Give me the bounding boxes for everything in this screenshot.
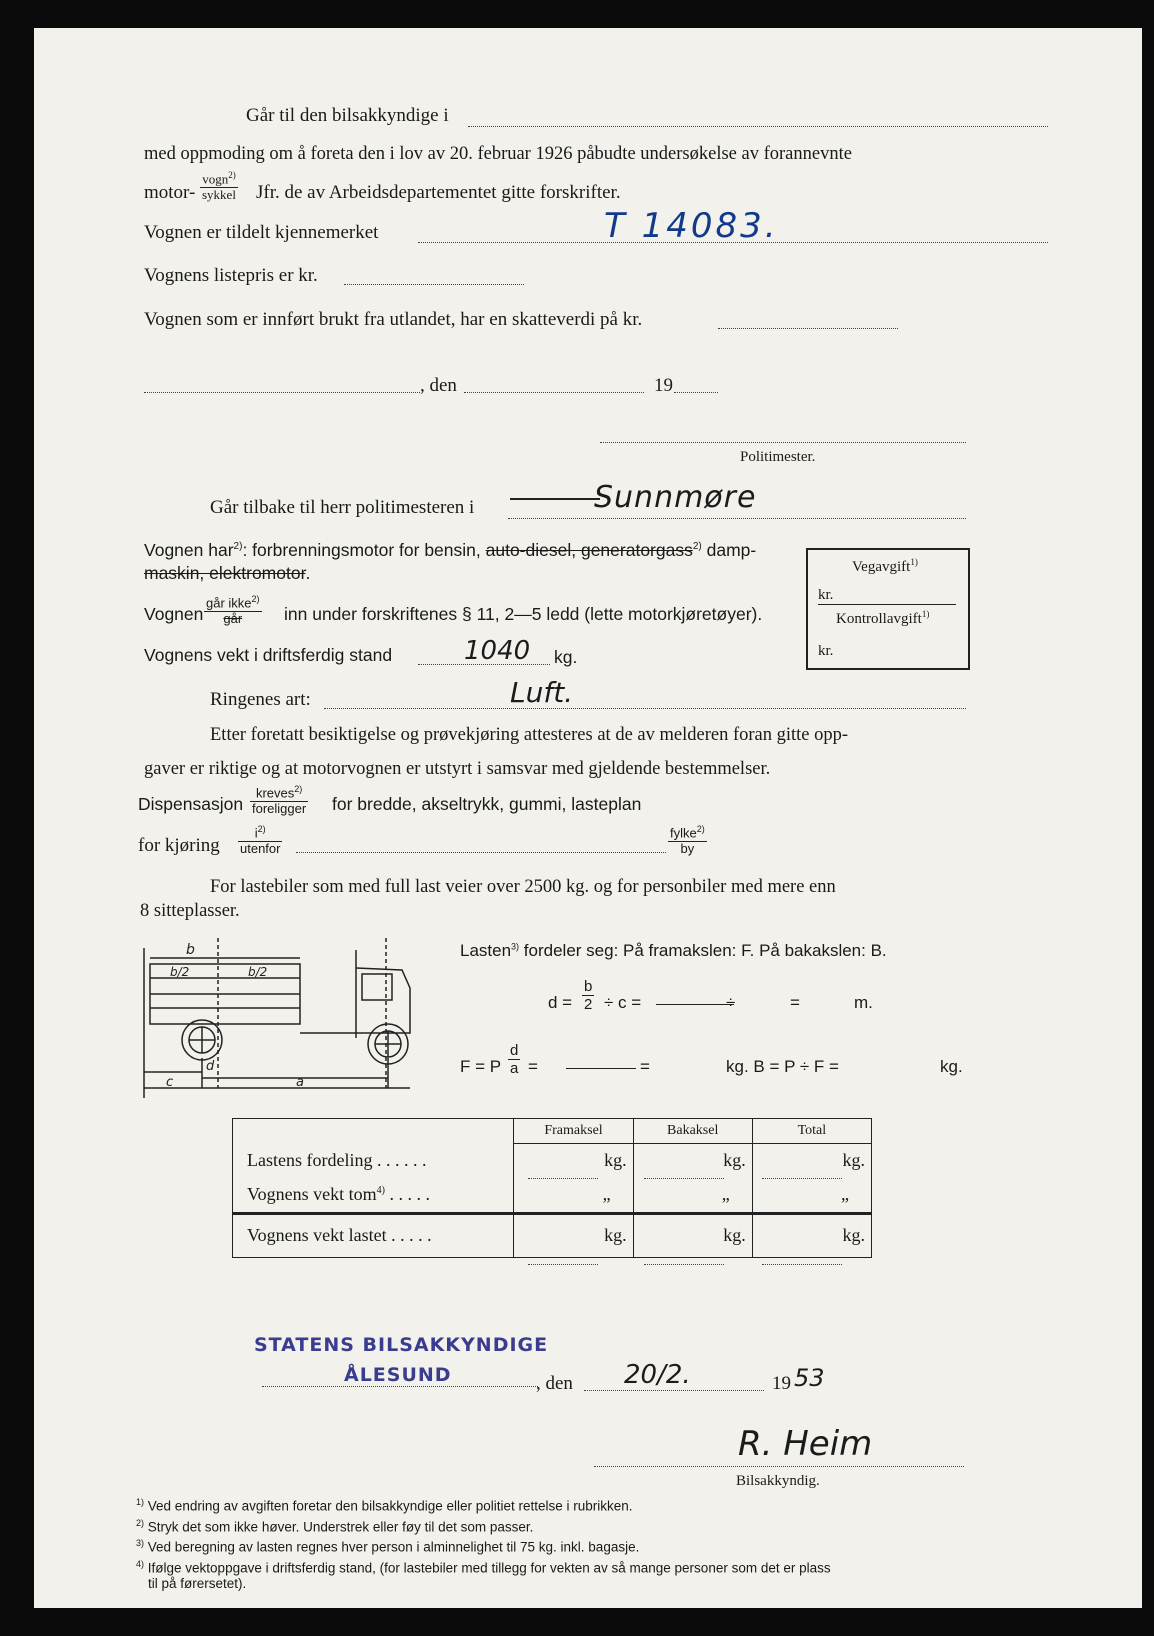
form-page (34, 28, 1142, 1608)
den-label-2: , den (536, 1373, 573, 1394)
footnotes (136, 1494, 1036, 1592)
list-price-field[interactable] (344, 284, 524, 285)
cell-unit[interactable]: „ (752, 1178, 871, 1214)
diagram-label-c: c (166, 1075, 174, 1090)
header-line-2: med oppmoding om å foreta den i lov av 20. februar 1926 påbudte undersøkelse av forannevnte (144, 144, 852, 164)
cell-line (528, 1264, 598, 1265)
disp-rest: for bredde, akseltrykk, gummi, lasteplan (332, 794, 642, 814)
forskrift-text: inn under forskriftenes § 11, 2—5 ledd (lette motorkjøretøyer). (284, 604, 763, 624)
registration-label: Vognen er tildelt kjennemerket (144, 222, 379, 243)
cell-line (762, 1264, 842, 1265)
engine-line-2: maskin, elektromotor. (144, 563, 311, 583)
f-eq-2: = (640, 1057, 650, 1076)
header-bakaksel: Bakaksel (633, 1119, 752, 1144)
kontrollavgift-kr: kr. (818, 643, 834, 659)
diagram-label-b2b: b/2 (248, 965, 268, 979)
cell-unit[interactable]: „ (633, 1178, 752, 1214)
gar-ikke-fraction: går ikke$^{2)}$ går (206, 594, 260, 627)
load-distribution-table (232, 1118, 872, 1258)
footnote-item: $^{2)}$ Stryk det som ikke høver. Understrek eller føy til det som passer. (136, 1517, 534, 1534)
place-field-2[interactable] (262, 1386, 538, 1387)
footnote-item: $^{3)}$ Ved beregning av lasten regnes hver person i alminnelighet til 75 kg. inkl. bagasje. (136, 1538, 640, 1555)
weight-unit: kg. (554, 647, 578, 667)
header-framaksel: Framaksel (514, 1119, 633, 1144)
lastebil-line-2: 8 sitteplasser. (140, 901, 240, 921)
cell-line (644, 1264, 724, 1265)
i-utenfor-fraction: $i^{2)}$ utenfor (240, 824, 281, 857)
cell-unit[interactable]: „ (514, 1178, 633, 1214)
place-field[interactable] (144, 392, 420, 393)
bilsakkyndig-signature-field[interactable] (594, 1466, 964, 1467)
year-field-1[interactable] (674, 392, 718, 393)
table-row (233, 1143, 872, 1178)
year-handwritten: 53 (794, 1364, 825, 1392)
header-line-3: Jfr. de av Arbeidsdepartementet gitte forskrifter. (256, 182, 621, 203)
district-field[interactable] (508, 518, 966, 519)
attest-line-1: Etter foretatt besiktigelse og prøvekjøring attesteres at de av melderen foran gitte opp- (210, 725, 849, 745)
lasten-line: Lasten$^{3)}$ fordeler seg: På framakslen: F. På bakakslen: B. (460, 941, 887, 960)
attest-line-2: gaver er riktige og at motorvognen er utstyrt i samsvar med gjeldende bestemmelser. (144, 759, 771, 779)
date-field-2[interactable] (584, 1390, 764, 1391)
vognen-label: Vognen (144, 604, 204, 624)
diagram-label-b2a: b/2 (170, 965, 190, 979)
d-eq-sign: = (790, 993, 800, 1012)
fee-box (806, 548, 970, 670)
table-row (233, 1213, 872, 1257)
registration-number: T 14083. (604, 206, 779, 246)
kjoring-field[interactable] (296, 852, 666, 853)
cell-unit[interactable]: kg. (752, 1213, 871, 1257)
ring-field[interactable] (324, 708, 966, 709)
footnote-item: $^{1)}$ Ved endring av avgiften foretar den bilsakkyndige eller politiet rettelse i rubrikken. (136, 1497, 633, 1514)
import-value-label: Vognen som er innført brukt fra utlandet, har en skatteverdi på kr. (144, 309, 643, 330)
year-prefix-1: 19 (654, 375, 673, 396)
kjoring-label: for kjøring (138, 835, 220, 856)
kontrollavgift-label: Kontrollavgift$^{1)}$ (836, 609, 930, 627)
import-value-field[interactable] (718, 328, 898, 329)
kreves-fraction: kreves$^{2)}$ foreligger (252, 784, 307, 817)
bilsakkyndige-field[interactable] (468, 126, 1048, 127)
minus-c: ÷ c = (604, 993, 642, 1012)
footnote-item: $^{4)}$ Ifølge vektoppgave i driftsferdig stand, (for lastebiler med tillegg for vekten av så mange personer som det er plass (136, 1558, 831, 1575)
politimester-signature-field[interactable] (600, 442, 966, 443)
d-formula-label: d = (548, 993, 573, 1012)
b-formula: kg. B = P ÷ F = (726, 1057, 839, 1076)
cell-unit[interactable]: kg. (633, 1143, 752, 1178)
weight-handwritten: 1040 (464, 636, 531, 666)
vegavgift-label: Vegavgift$^{1)}$ (852, 557, 918, 575)
date-field-1[interactable] (464, 392, 644, 393)
lastebil-line-1: For lastebiler som med full last veier over 2500 kg. og for personbiler med mere enn (210, 877, 836, 897)
date-handwritten: 20/2. (624, 1360, 691, 1390)
d-over-a: $\frac{d}{a}$ (510, 1042, 519, 1078)
signer-handwritten: R. Heim (738, 1424, 873, 1464)
table-row (233, 1178, 872, 1214)
row-label: Lastens fordeling . . . . . . (233, 1143, 514, 1178)
vegavgift-line (818, 604, 956, 605)
engine-line: Vognen har$^{2)}$: forbrenningsmotor for bensin, auto-diesel, generatorgass$^{2)}$ damp- (144, 540, 757, 560)
f-eq-1: = (528, 1057, 538, 1076)
diagram-label-d: d (206, 1059, 215, 1074)
motor-prefix: motor- (144, 182, 196, 203)
back-line-1: Går tilbake til herr politimesteren i (210, 497, 475, 518)
header-total: Total (752, 1119, 871, 1144)
fylke-by-fraction: fylke$^{2)}$ by (670, 824, 705, 857)
ring-handwritten: Luft. (510, 676, 574, 709)
cell-unit[interactable]: kg. (633, 1213, 752, 1257)
b-unit: kg. (940, 1057, 963, 1076)
cell-line (762, 1178, 842, 1179)
stamp-line-1: STATENS BILSAKKYNDIGE (254, 1334, 549, 1356)
cell-unit[interactable]: kg. (514, 1213, 633, 1257)
vogn-sykkel-fraction: vogn$^{2)}$ sykkel (202, 170, 236, 203)
d-div-sign: ÷ (726, 993, 736, 1012)
section-divider (510, 498, 600, 500)
b-over-2: $\frac{b}{2}$ (584, 978, 593, 1014)
cell-line (528, 1178, 598, 1179)
f-formula-blank[interactable] (566, 1068, 636, 1069)
den-label-1: , den (420, 375, 457, 396)
row-label: Vognens vekt lastet . . . . . (233, 1213, 514, 1257)
diagram-label-b: b (186, 942, 195, 958)
cell-unit[interactable]: kg. (514, 1143, 633, 1178)
list-price-label: Vognens listepris er kr. (144, 265, 318, 286)
row-label: Vognens vekt tom$^{4)}$ . . . . . (233, 1178, 514, 1214)
ring-label: Ringenes art: (210, 689, 311, 710)
d-formula-blank-1[interactable] (656, 1004, 734, 1005)
footnote-item: til på førersetet). (148, 1576, 247, 1591)
m-unit: m. (854, 993, 873, 1012)
disp-label: Dispensasjon (138, 794, 244, 814)
district-handwritten: Sunnmøre (594, 480, 757, 515)
politimester-label: Politimester. (740, 449, 816, 465)
vegavgift-kr: kr. (818, 587, 834, 603)
bilsakkyndig-label: Bilsakkyndig. (736, 1473, 820, 1489)
stamp-line-2: ÅLESUND (344, 1364, 452, 1386)
cell-line (644, 1178, 724, 1179)
weight-label: Vognens vekt i driftsferdig stand (144, 645, 393, 665)
year-prefix-2: 19 (772, 1373, 791, 1394)
diagram-label-a: a (296, 1075, 304, 1090)
truck-diagram (140, 938, 440, 1108)
cell-unit[interactable]: kg. (752, 1143, 871, 1178)
f-formula-label: F = P (460, 1057, 502, 1076)
header-line-1: Går til den bilsakkyndige i (246, 105, 449, 126)
